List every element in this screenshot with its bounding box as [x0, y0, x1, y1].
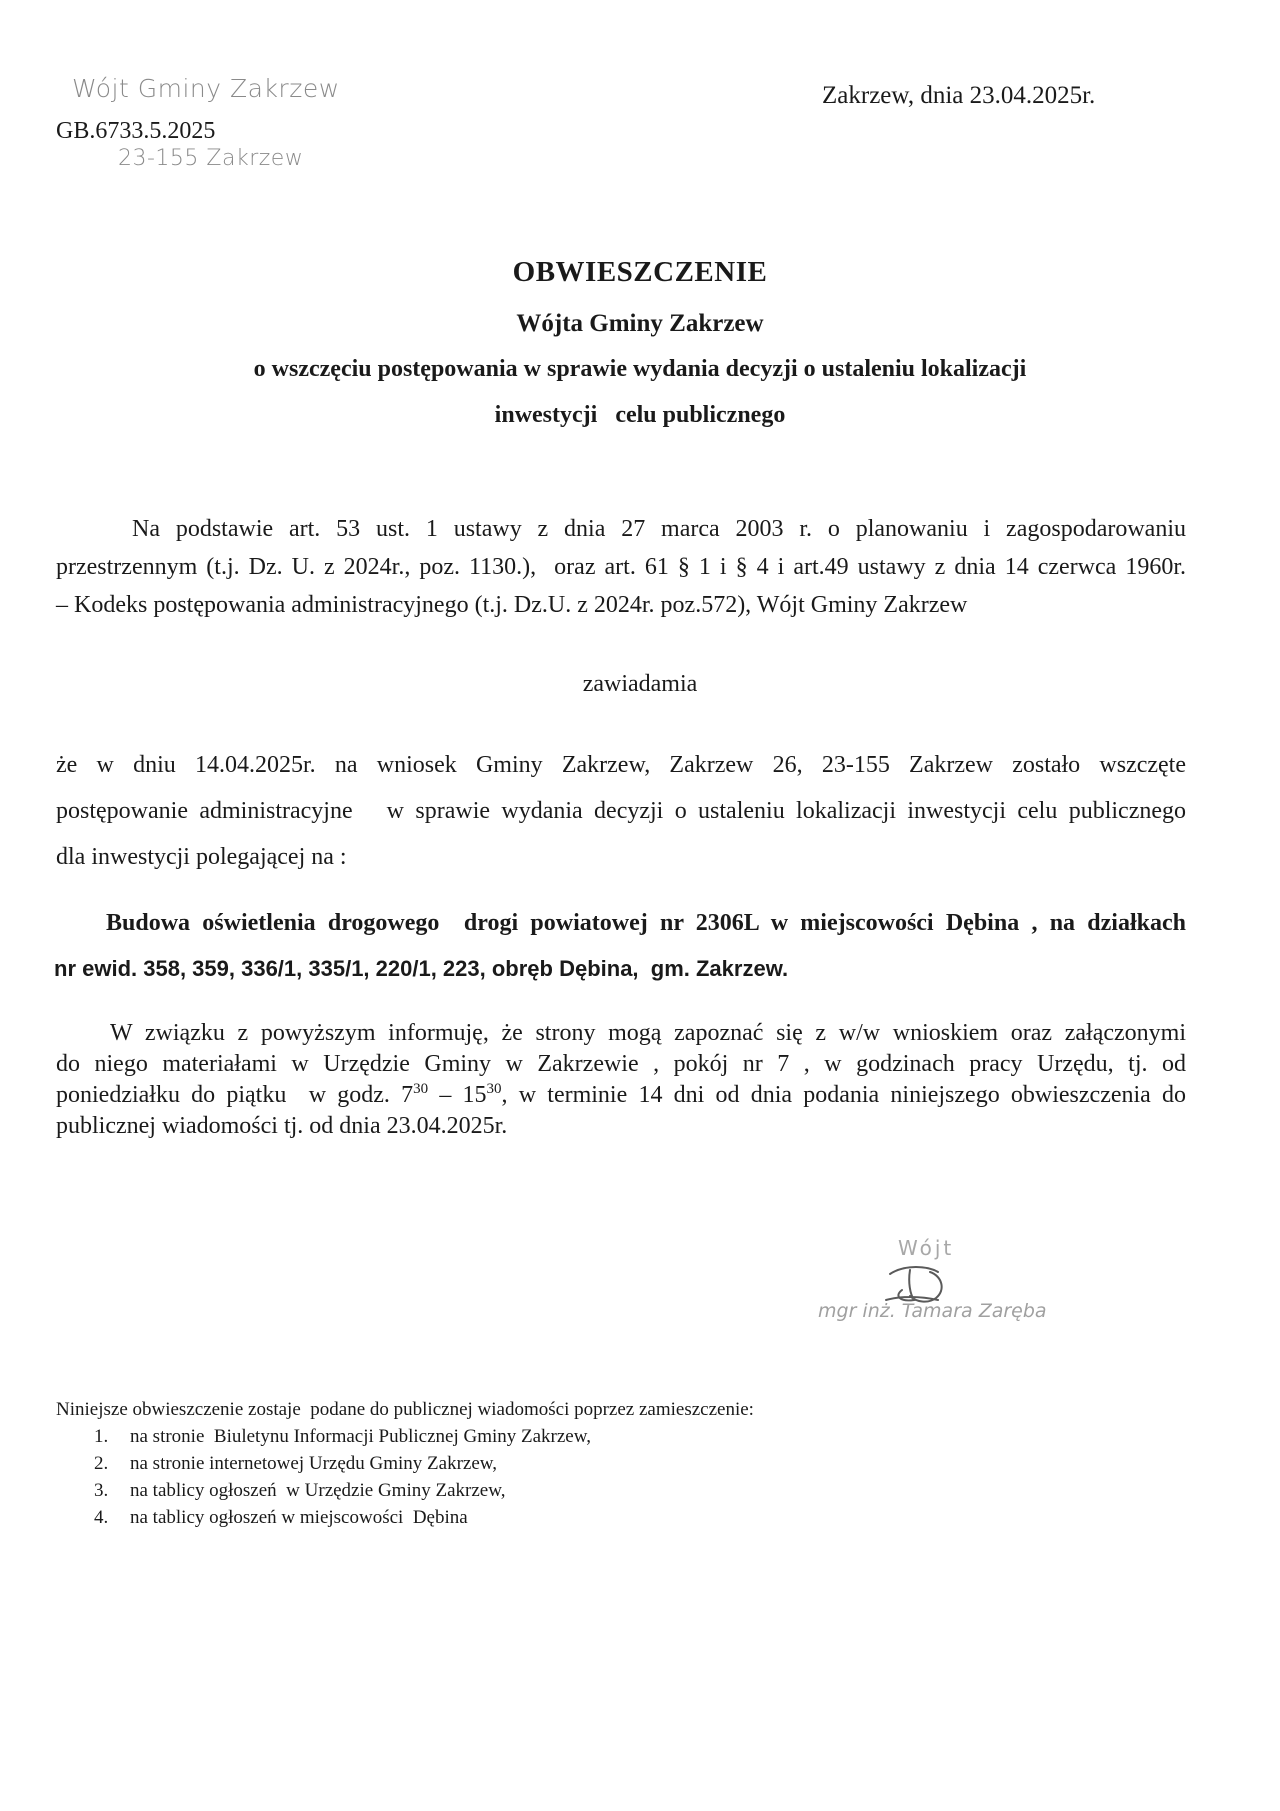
paragraph-line: że w dniu 14.04.2025r. na wniosek Gminy Zakrzew, Zakrzew 26, 23-155 Zakrzew zostało wszczęte — [56, 752, 1186, 778]
distribution-items — [56, 1423, 754, 1531]
office-hours-start-minutes: 30 — [413, 1081, 429, 1097]
paragraph-line: dla inwestycji polegającej na : — [56, 844, 347, 870]
signature-stamp-title: Wójt — [898, 1236, 955, 1260]
paragraph-line: postępowanie administracyjne w sprawie wydania decyzji o ustaleniu lokalizacji inwestycji celu publicznego — [56, 798, 1186, 824]
paragraph-line: do niego materiałami w Urzędzie Gminy w Zakrzewie , pokój nr 7 , w godzinach pracy Urzędu, tj. od — [56, 1051, 1186, 1077]
document-subject-line: o wszczęciu postępowania w sprawie wydania decyzji o ustaleniu lokalizacji — [253, 356, 1027, 382]
list-item-number: 1. — [94, 1426, 109, 1447]
document-issuer: Wójta Gminy Zakrzew — [516, 310, 764, 337]
paragraph-line — [56, 1080, 1186, 1111]
office-stamp-postal: 23-155 Zakrzew — [118, 146, 304, 171]
list-item-number: 4. — [94, 1507, 109, 1528]
signature-stamp-name: mgr inż. Tamara Zaręba — [818, 1300, 1047, 1322]
legal-basis-paragraph — [56, 510, 1186, 624]
paragraph-line: – Kodeks postępowania administracyjnego (t.j. Dz.U. z 2024r. poz.572), Wójt Gminy Zakrzew — [56, 592, 968, 618]
paragraph-line: Na podstawie art. 53 ust. 1 ustawy z dnia 27 marca 2003 r. o planowaniu i zagospodarowaniu — [132, 516, 1186, 542]
paragraph-line: publicznej wiadomości tj. od dnia 23.04.2025r. — [56, 1113, 508, 1139]
place-and-date: Zakrzew, dnia 23.04.2025r. — [822, 82, 1096, 109]
list-item-text: na stronie internetowej Urzędu Gminy Zakrzew, — [130, 1453, 498, 1474]
list-item-number: 3. — [94, 1480, 109, 1501]
distribution-list — [56, 1396, 754, 1531]
document-title: OBWIESZCZENIE — [512, 256, 768, 288]
list-item — [56, 1450, 754, 1477]
list-item — [56, 1423, 754, 1450]
list-item-text: na tablicy ogłoszeń w Urzędzie Gminy Zakrzew, — [130, 1480, 506, 1501]
list-item-text: na stronie Biuletynu Informacji Publicznej Gminy Zakrzew, — [130, 1426, 591, 1447]
list-item — [56, 1504, 754, 1531]
list-item — [56, 1477, 754, 1504]
case-number: GB.6733.5.2025 — [56, 118, 216, 144]
list-item-text: na tablicy ogłoszeń w miejscowości Dębina — [130, 1507, 468, 1528]
notice-paragraph — [56, 742, 1186, 880]
list-item-number: 2. — [94, 1453, 109, 1474]
distribution-intro: Niniejsze obwieszczenie zostaje podane do publicznej wiadomości poprzez zamieszczenie: — [56, 1399, 754, 1420]
office-stamp-name: Wójt Gminy Zakrzew — [72, 74, 340, 103]
investment-line: Budowa oświetlenia drogowego drogi powiatowej nr 2306L w miejscowości Dębina , na działkach — [106, 910, 1186, 936]
paragraph-line: W związku z powyższym informuję, że strony mogą zapoznać się z w/w wnioskiem oraz załączonymi — [110, 1020, 1186, 1046]
paragraph-line: przestrzennym (t.j. Dz. U. z 2024r., poz. 1130.), oraz art. 61 § 1 i § 4 i art.49 ustawy z dnia 14 czerwca 1960r. — [56, 554, 1186, 580]
office-hours-text: – 15 — [428, 1082, 487, 1108]
information-paragraph — [56, 1018, 1186, 1142]
investment-description — [54, 900, 1186, 992]
investment-line: nr ewid. 358, 359, 336/1, 335/1, 220/1, 223, obręb Dębina, gm. Zakrzew. — [54, 956, 789, 981]
office-hours-text: poniedziałku do piątku w godz. 7 — [56, 1082, 414, 1108]
document-subject-line: inwestycji celu publicznego — [494, 402, 786, 428]
office-hours-end-minutes: 30 — [486, 1081, 502, 1097]
notice-verb: zawiadamia — [582, 671, 698, 697]
deadline-text: , w terminie 14 dni od dnia podania niniejszego obwieszczenia do — [501, 1082, 1187, 1108]
